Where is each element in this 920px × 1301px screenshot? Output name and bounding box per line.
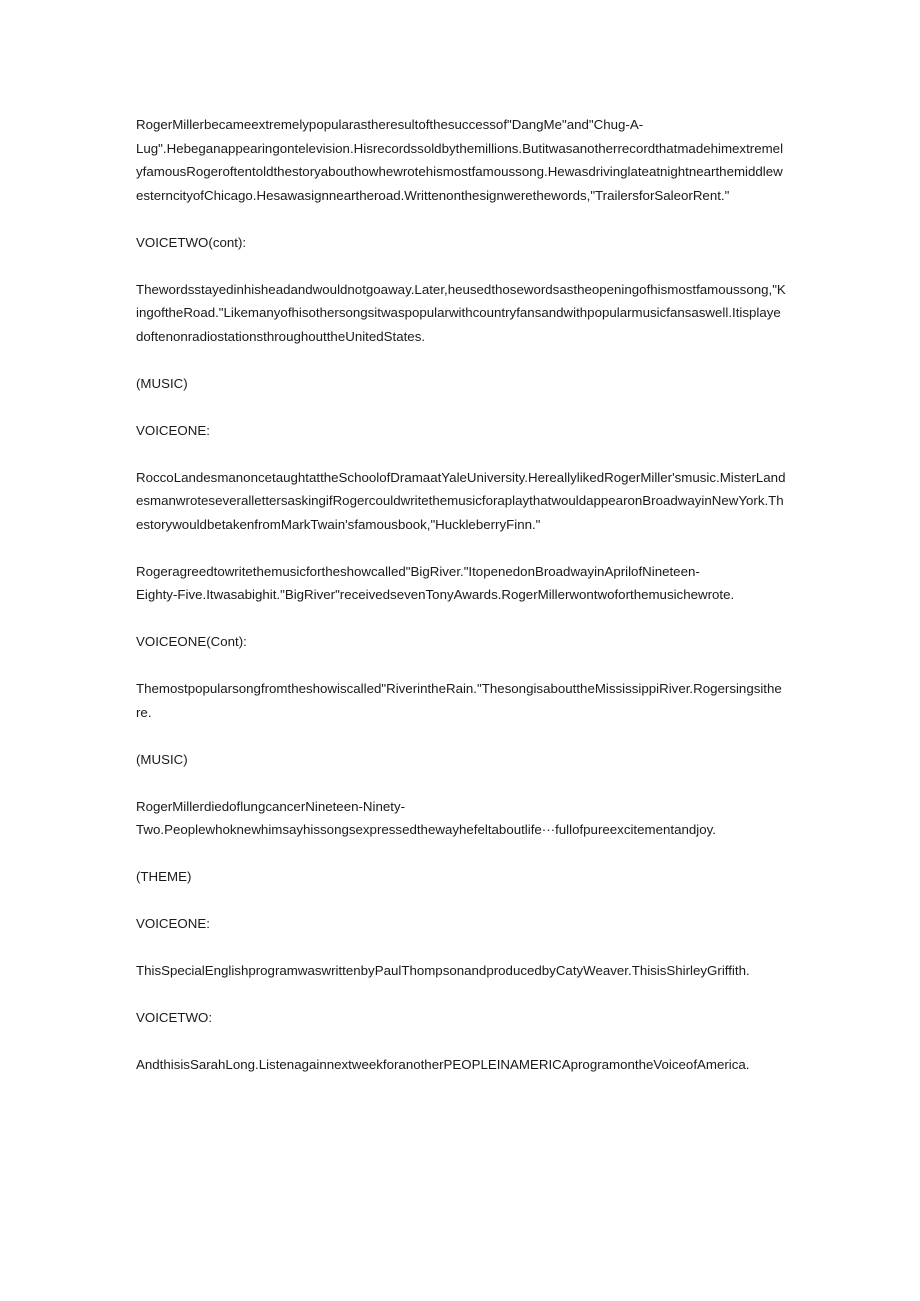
speaker-voice-one-cont: VOICEONE(Cont): [136, 634, 247, 649]
speaker-voice-two: VOICETWO: [136, 1010, 213, 1025]
paragraph-king-of-the-road: Thewordsstayedinhisheadandwouldnotgoaway.Later,heusedthosewordsastheopeningofhismostfamoussong,"KingoftheRoad."Likemanyofhisothersongsitwaspopularwithcountryfansandwithpopularmusicfansaswell.ItisplayedoftenonradiostationsthroughouttheUnitedStates. [136, 281, 786, 344]
stage-direction-music-2: (MUSIC) [136, 751, 188, 767]
speaker-voice-one-1: VOICEONE: [136, 422, 210, 438]
paragraph-river-in-the-rain: Themostpopularsongfromtheshowiscalled"RiverintheRain."ThesongisabouttheMississippiRiver.Rogersingsithere. [136, 681, 782, 720]
stage-direction-music-1: (MUSIC) [136, 375, 188, 391]
speaker-voice-one-2: VOICEONE: [136, 916, 210, 931]
paragraph-roger-miller-died: RogerMillerdiedoflungcancerNineteen-Ninety- Two.Peoplewhoknewhimsayhissongsexpressedthewayhefeltaboutlife···fullofpureexcitementandjoy. [136, 798, 716, 837]
paragraph-big-river: Rogeragreedtowritethemusicfortheshowcalled"BigRiver."ItopenedonBroadwayinAprilofNineteen- Eighty-Five.Itwasabighit."BigRiver"receivedsevenTonyAwards.RogerMillerwontwoforthemusichewrote. [136, 563, 735, 602]
paragraph-roger-miller-popular: RogerMillerbecameextremelypopularastheresultofthesuccessof"DangMe"and"Chug-A- Lug".Hebeganappearingontelevision.Hisrecordssoldbythemillions.ButitwasanotherrecordthatmadehimextremelyfamousRogeroftentoldthestoryabouthowhewrotehismostfamoussong.HewasdrivinglateatnightnearthemiddlewesterncityofChicago.Hesawasignneartheroad.Writtenonthesignwerethewords,"TrailersforSaleorRent." [136, 117, 784, 203]
paragraph-sign-off: AndthisisSarahLong.ListenagainnextweekforanotherPEOPLEINAMERICAprogramontheVoiceofAmerica. [136, 1057, 750, 1072]
paragraph-program-credits: ThisSpecialEnglishprogramwaswrittenbyPaulThompsonandproducedbyCatyWeaver.ThisisShirleyGriffith. [136, 963, 750, 978]
speaker-voice-two-cont: VOICETWO(cont): [136, 234, 247, 250]
stage-direction-theme: (THEME) [136, 869, 192, 884]
paragraph-rocco-landesman: RoccoLandesmanoncetaughtattheSchoolofDramaatYaleUniversity.HereallylikedRogerMiller'smusic.MisterLandesmanwroteseverallettersaskingifRogercouldwritethemusicforaplaythatwouldappearonBroadwayinNewYork.ThestorywouldbetakenfromMarkTwain'sfamousbook,"HuckleberryFinn." [136, 469, 786, 532]
document-body [136, 113, 786, 1100]
